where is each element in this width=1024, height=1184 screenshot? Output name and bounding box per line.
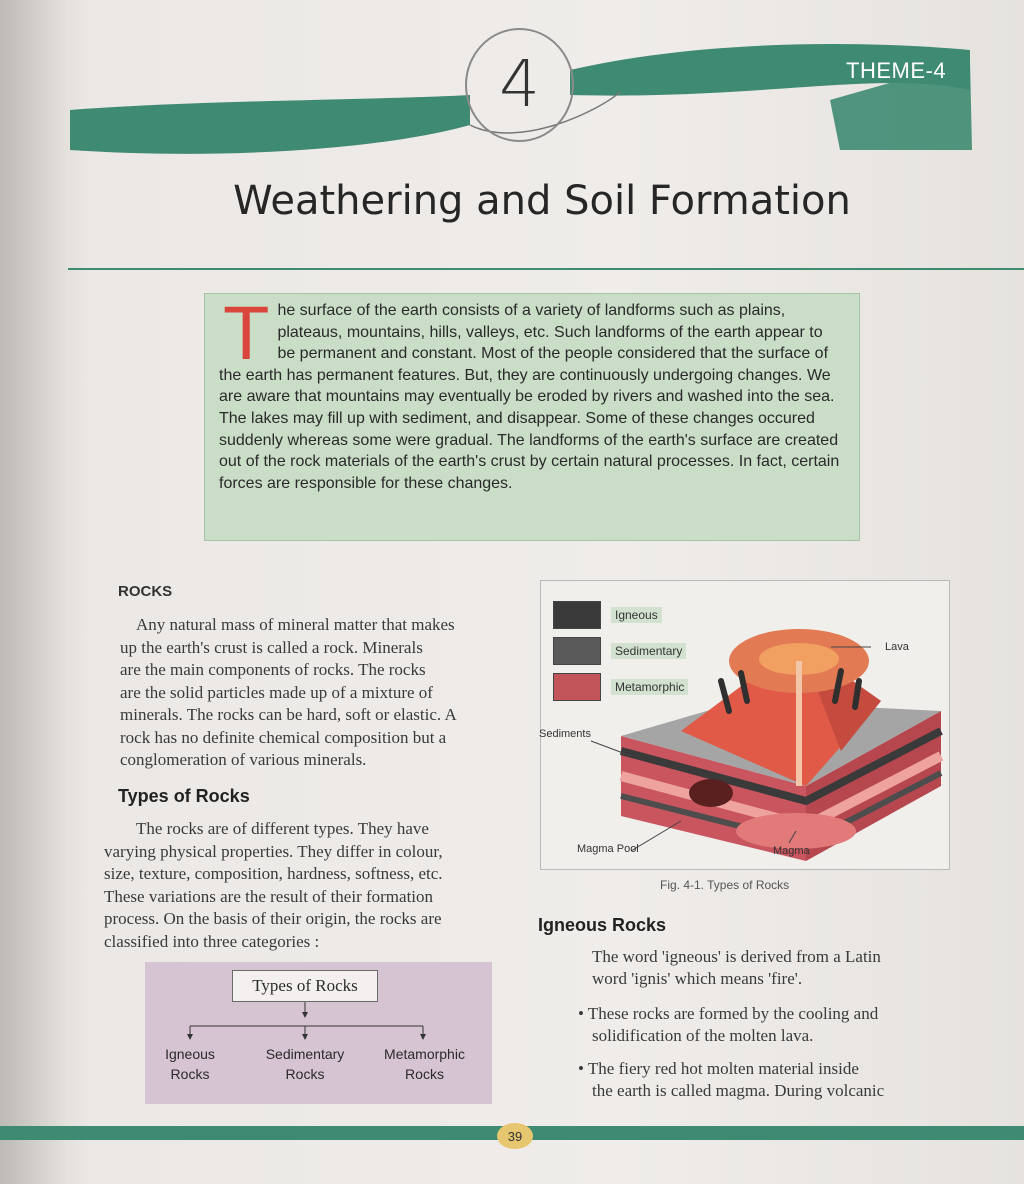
title-rule	[68, 268, 1024, 270]
chapter-number: 4	[465, 28, 574, 142]
rocks-line: rock has no definite chemical composition but a	[120, 727, 447, 747]
types-item-igneous	[150, 1044, 230, 1084]
legend-label-igneous: Igneous	[611, 607, 662, 623]
rock-types-figure	[540, 580, 950, 870]
types-diagram-title: Types of Rocks	[232, 970, 378, 1002]
igneous-bullet-2	[578, 1003, 972, 1047]
rocks-line: Any natural mass of mineral matter that makes	[136, 615, 455, 634]
types-item-line: Sedimentary	[265, 1046, 345, 1062]
label-sediments: Sediments	[539, 728, 591, 740]
rocks-line: are the solid particles made up of a mixture of	[120, 682, 433, 702]
bullet-line: the earth is called magma. During volcanic	[592, 1081, 885, 1100]
types-item-line: Rocks	[170, 1066, 210, 1082]
rocks-line: conglomeration of various minerals.	[120, 750, 367, 769]
types-item-line: Metamorphic	[384, 1046, 465, 1062]
label-magma: Magma	[773, 845, 810, 857]
bullet-text: The fiery red hot molten material inside	[587, 1059, 859, 1078]
legend-label-metamorphic: Metamorphic	[611, 679, 688, 695]
volcano-illustration	[541, 581, 951, 871]
rocks-heading: ROCKS	[118, 583, 173, 600]
rocks-line: up the earth's crust is called a rock. Minerals	[120, 637, 423, 657]
rocks-line: are the main components of rocks. The rocks	[120, 660, 426, 679]
types-heading: Types of Rocks	[118, 786, 250, 806]
rocks-paragraph	[108, 614, 538, 772]
types-line: size, texture, composition, hardness, softness, etc.	[104, 864, 443, 883]
drop-cap: T	[223, 291, 270, 376]
types-item-sedimentary	[250, 1044, 360, 1084]
types-item-line: Igneous	[165, 1046, 215, 1062]
figure-caption: Fig. 4-1. Types of Rocks	[660, 878, 790, 892]
label-magma-pool: Magma Pool	[577, 843, 639, 855]
intro-text: he surface of the earth consists of a variety of landforms such as plains, plateaus, mountains, hills, valleys, etc. Such landforms of the earth appear to be permanent and constant. Most of the people considered that the surface of the earth has permanent features. But, they are continuously undergoing changes. We are aware that mountains may eventually be eroded by rivers and washed into the sea. The lakes may fill up with sediment, and disappear. Some of these changes occured suddenly whereas some were gradual. The landforms of the earth's surface are created out of the rock materials of the earth's crust by certain natural processes. In fact, certain forces are responsible for these changes.	[219, 302, 840, 492]
types-line: varying physical properties. They differ in colour,	[104, 841, 443, 861]
page-number: 39	[497, 1123, 533, 1149]
types-item-metamorphic	[367, 1044, 482, 1084]
bullet-dot: •	[578, 1004, 588, 1023]
bullet-line: The word 'igneous' is derived from a Latin	[592, 947, 881, 966]
bullet-line: word 'ignis' which means 'fire'.	[592, 969, 803, 988]
types-diagram	[145, 962, 492, 1104]
types-item-line: Rocks	[405, 1066, 444, 1082]
types-line: The rocks are of different types. They have	[136, 819, 429, 838]
bullet-dot: •	[578, 1059, 588, 1078]
types-line: process. On the basis of their origin, the rocks are	[104, 909, 442, 928]
igneous-heading: Igneous Rocks	[538, 915, 667, 935]
bullet-line	[578, 1058, 972, 1080]
types-paragraph	[104, 818, 534, 953]
label-lava: Lava	[885, 641, 909, 653]
intro-box	[204, 293, 860, 541]
rocks-line: minerals. The rocks can be hard, soft or elastic. A	[120, 705, 457, 724]
chapter-title: Weathering and Soil Formation	[233, 178, 851, 224]
legend-label-sedimentary: Sedimentary	[611, 643, 686, 659]
bullet-line	[578, 1003, 972, 1025]
theme-label: THEME-4	[846, 58, 947, 83]
igneous-bullet-3	[578, 1058, 972, 1102]
types-line: These variations are the result of their formation	[104, 886, 434, 906]
types-line: classified into three categories :	[104, 931, 320, 951]
igneous-bullet-1	[592, 946, 972, 990]
types-item-line: Rocks	[285, 1066, 325, 1082]
bullet-text: These rocks are formed by the cooling and	[587, 1004, 879, 1023]
bullet-line: solidification of the molten lava.	[592, 1026, 814, 1045]
